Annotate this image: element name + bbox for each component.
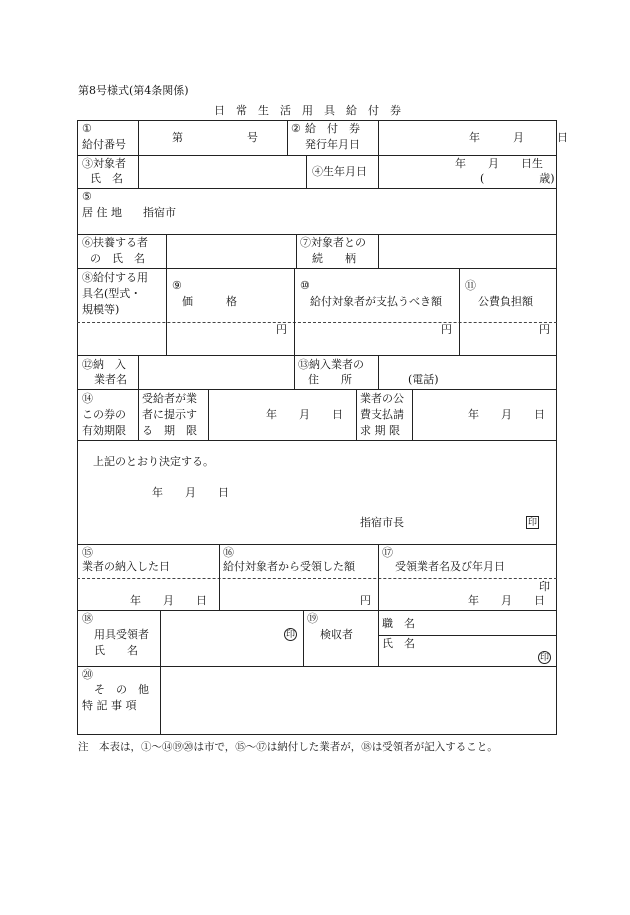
item-label-3: 規模等) bbox=[82, 303, 120, 316]
price-yen: 円 bbox=[276, 323, 287, 336]
guardian-label-1: ⑥扶養する者 bbox=[82, 236, 148, 249]
inspector-label: 検収者 bbox=[320, 628, 353, 641]
delivered-date-value: 年 月 日 bbox=[130, 594, 207, 607]
remarks-label-1: そ の 他 bbox=[94, 683, 149, 696]
phone-label: (電話) bbox=[408, 373, 439, 386]
item-number-5: ⑤ bbox=[82, 190, 92, 203]
recipient-label-1: ③対象者 bbox=[82, 157, 126, 170]
payment-label: 給付対象者が支払うべき額 bbox=[310, 295, 442, 308]
claim-deadline-date: 年 月 日 bbox=[468, 408, 545, 421]
item-number-9: ⑨ bbox=[172, 279, 182, 292]
price-label: 価 格 bbox=[182, 295, 237, 308]
residence-label: 居 住 地 bbox=[82, 206, 122, 219]
item-number-2: ② bbox=[291, 122, 301, 135]
issue-date-value: 年 月 日 bbox=[469, 131, 568, 144]
item-number-19: ⑲ bbox=[307, 612, 318, 625]
remarks-label-2: 特 記 事 項 bbox=[82, 699, 137, 712]
inspector-name-label: 氏 名 bbox=[382, 637, 415, 650]
issue-number-label: 給付番号 bbox=[82, 138, 126, 151]
form-title: 日 常 生 活 用 具 給 付 券 bbox=[214, 104, 401, 117]
present-deadline-date: 年 月 日 bbox=[266, 408, 343, 421]
item-number-17: ⑰ bbox=[382, 546, 393, 559]
claim-deadline-label-2: 費支払請 bbox=[360, 408, 404, 421]
birthdate-value: 年 月 日生 bbox=[455, 157, 543, 170]
receiver-seal-icon: 印 bbox=[285, 630, 295, 640]
payment-yen: 円 bbox=[441, 323, 452, 336]
receipt-vendor-seal: 印 bbox=[539, 580, 550, 593]
relation-label-2: 続 柄 bbox=[312, 252, 356, 265]
decision-text: 上記のとおり決定する。 bbox=[93, 455, 214, 468]
form-number: 第8号様式(第4条関係) bbox=[78, 84, 189, 97]
decision-date: 年 月 日 bbox=[152, 486, 229, 499]
vendor-name-label-1: ⑫納 入 bbox=[82, 358, 126, 371]
public-burden-label: 公費負担額 bbox=[478, 295, 533, 308]
inspector-seal-icon: 印 bbox=[539, 653, 549, 663]
item-number-1: ① bbox=[82, 122, 92, 135]
residence-value: 指宿市 bbox=[143, 206, 176, 219]
claim-deadline-label-1: 業者の公 bbox=[360, 392, 404, 405]
item-number-18: ⑱ bbox=[82, 612, 93, 625]
public-yen: 円 bbox=[539, 323, 550, 336]
item-number-10: ⑩ bbox=[300, 279, 310, 292]
item-number-14: ⑭ bbox=[82, 392, 93, 405]
footnote: 注 本表は，①～⑭⑲⑳は市で，⑮～⑰は納付した業者が，⑱は受領者が記入すること。 bbox=[78, 741, 498, 753]
mayor-label: 指宿市長 bbox=[360, 516, 404, 529]
present-deadline-label-2: 者に提示す bbox=[142, 408, 197, 421]
mayor-seal-icon: 印 bbox=[527, 518, 537, 528]
recipient-label-2: 氏 名 bbox=[90, 172, 123, 185]
relation-label-1: ⑦対象者との bbox=[300, 236, 366, 249]
age-value: ( 歳) bbox=[480, 172, 555, 185]
delivered-date-label: 業者の納入した日 bbox=[82, 560, 170, 573]
go-label: 号 bbox=[247, 131, 258, 144]
vendor-name-label-2: 業者名 bbox=[94, 373, 127, 386]
claim-deadline-label-3: 求 期 限 bbox=[360, 424, 400, 437]
receiver-label-2: 氏 名 bbox=[94, 644, 138, 657]
present-deadline-label-1: 受給者が業 bbox=[142, 392, 197, 405]
received-amount-yen: 円 bbox=[360, 594, 371, 607]
receipt-vendor-label: 受領業者名及び年月日 bbox=[395, 560, 505, 573]
birthdate-label: ④生年月日 bbox=[312, 165, 367, 178]
validity-label-2: 有効期限 bbox=[82, 424, 126, 437]
issue-date-label-1: 給 付 券 bbox=[305, 122, 360, 135]
item-number-15: ⑮ bbox=[82, 546, 93, 559]
present-deadline-label-3: る 期 限 bbox=[142, 424, 197, 437]
dai-label: 第 bbox=[172, 131, 183, 144]
job-title-label: 職 名 bbox=[382, 617, 415, 630]
vendor-address-label-2: 住 所 bbox=[308, 373, 352, 386]
item-number-11: ⑪ bbox=[465, 279, 476, 292]
receiver-label-1: 用具受領者 bbox=[94, 628, 149, 641]
validity-label-1: この券の bbox=[82, 408, 126, 421]
item-label-2: 具名(型式・ bbox=[82, 287, 142, 300]
guardian-label-2: の 氏 名 bbox=[90, 252, 145, 265]
item-number-16: ⑯ bbox=[223, 546, 234, 559]
vendor-address-label-1: ⑬納入業者の bbox=[298, 358, 364, 371]
item-number-20: ⑳ bbox=[82, 668, 93, 681]
received-amount-label: 給付対象者から受領した額 bbox=[223, 560, 355, 573]
receipt-vendor-date: 年 月 日 bbox=[468, 594, 545, 607]
issue-date-label-2: 発行年月日 bbox=[305, 138, 360, 151]
item-label-1: ⑧給付する用 bbox=[82, 271, 148, 284]
